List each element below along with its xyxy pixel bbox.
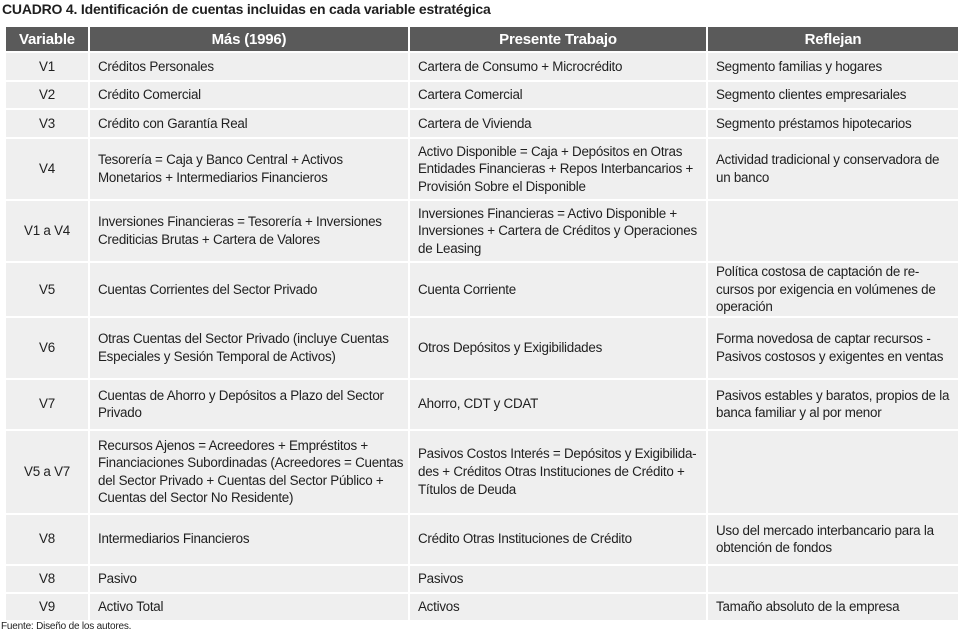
table-row	[6, 139, 958, 199]
cell-presente: Inversiones Financieras = Activo Disponible + Inversiones + Cartera de Créditos y Operaciones de Leasing	[410, 201, 706, 261]
cell-mas: Inversiones Financieras = Tesorería + Inversiones Crediticias Brutas + Cartera de Valores	[90, 201, 408, 261]
cell-mas: Recursos Ajenos = Acreedores + Empréstitos + Financiaciones Subordinadas (Acreedores = Cuentas del Sector Privado + Cuentas del Sector Público + Cuentas del Sector No Residente)	[90, 431, 408, 513]
cell-variable: V4	[6, 139, 88, 199]
cell-mas: Crédito con Garantía Real	[90, 110, 408, 137]
cell-reflejan: Tamaño absoluto de la empresa	[708, 594, 958, 620]
table-row	[6, 594, 958, 620]
table-title: CUADRO 4. Identificación de cuentas incluidas en cada variable estratégica	[2, 1, 491, 17]
header-variable: Variable	[6, 27, 88, 51]
cell-presente: Crédito Otras Instituciones de Crédito	[410, 515, 706, 564]
cell-reflejan: Uso del mercado interbancario para la obtención de fondos	[708, 515, 958, 564]
cell-reflejan: Segmento familias y hogares	[708, 53, 958, 80]
cell-reflejan: Segmento clientes empresariales	[708, 82, 958, 108]
table-row	[6, 263, 958, 316]
table-row	[6, 110, 958, 137]
cell-variable: V1 a V4	[6, 201, 88, 261]
cell-mas: Tesorería = Caja y Banco Central + Activos Monetarios + Intermediarios Financieros	[90, 139, 408, 199]
cell-presente: Pasivos	[410, 566, 706, 592]
cell-reflejan: Política costosa de captación de re-cursos por exigencia en volúmenes de operación	[708, 263, 958, 316]
table-row	[6, 53, 958, 80]
table-row	[6, 82, 958, 108]
cell-presente: Cartera de Consumo + Microcrédito	[410, 53, 706, 80]
source-note: Fuente: Diseño de los autores.	[1, 621, 132, 632]
cell-presente: Activos	[410, 594, 706, 620]
cell-variable: V2	[6, 82, 88, 108]
cell-mas: Pasivo	[90, 566, 408, 592]
table-row	[6, 318, 958, 378]
cell-reflejan	[708, 431, 958, 513]
cell-mas: Cuentas Corrientes del Sector Privado	[90, 263, 408, 316]
cell-presente: Activo Disponible = Caja + Depósitos en Otras Entidades Financieras + Repos Interbancarios + Provisión Sobre el Disponible	[410, 139, 706, 199]
cell-variable: V7	[6, 380, 88, 429]
cell-reflejan	[708, 201, 958, 261]
header-row	[6, 27, 958, 51]
cell-variable: V5	[6, 263, 88, 316]
cell-presente: Ahorro, CDT y CDAT	[410, 380, 706, 429]
cell-reflejan: Actividad tradicional y conservadora de un banco	[708, 139, 958, 199]
cell-variable: V3	[6, 110, 88, 137]
header-mas-1996: Más (1996)	[90, 27, 408, 51]
cell-presente: Pasivos Costos Interés = Depósitos y Exigibilida-des + Créditos Otras Instituciones de Crédito + Títulos de Deuda	[410, 431, 706, 513]
cell-variable: V6	[6, 318, 88, 378]
cell-variable: V1	[6, 53, 88, 80]
cell-reflejan	[708, 566, 958, 592]
header-presente-trabajo: Presente Trabajo	[410, 27, 706, 51]
cell-variable: V9	[6, 594, 88, 620]
cell-presente: Cuenta Corriente	[410, 263, 706, 316]
cell-mas: Créditos Personales	[90, 53, 408, 80]
table-row	[6, 201, 958, 261]
cell-variable: V8	[6, 566, 88, 592]
table-row	[6, 515, 958, 564]
cell-mas: Otras Cuentas del Sector Privado (incluye Cuentas Especiales y Sesión Temporal de Activos)	[90, 318, 408, 378]
cell-variable: V5 a V7	[6, 431, 88, 513]
cell-mas: Activo Total	[90, 594, 408, 620]
table-row	[6, 380, 958, 429]
cell-variable: V8	[6, 515, 88, 564]
accounts-table	[4, 25, 960, 622]
cell-reflejan: Pasivos estables y baratos, propios de la banca familiar y al por menor	[708, 380, 958, 429]
table-row	[6, 431, 958, 513]
cell-presente: Otros Depósitos y Exigibilidades	[410, 318, 706, 378]
cell-mas: Crédito Comercial	[90, 82, 408, 108]
cell-mas: Cuentas de Ahorro y Depósitos a Plazo del Sector Privado	[90, 380, 408, 429]
table-row	[6, 566, 958, 592]
cell-reflejan: Forma novedosa de captar recursos -Pasivos costosos y exigentes en ventas	[708, 318, 958, 378]
cell-presente: Cartera de Vivienda	[410, 110, 706, 137]
cell-reflejan: Segmento préstamos hipotecarios	[708, 110, 958, 137]
cell-presente: Cartera Comercial	[410, 82, 706, 108]
header-reflejan: Reflejan	[708, 27, 958, 51]
cell-mas: Intermediarios Financieros	[90, 515, 408, 564]
